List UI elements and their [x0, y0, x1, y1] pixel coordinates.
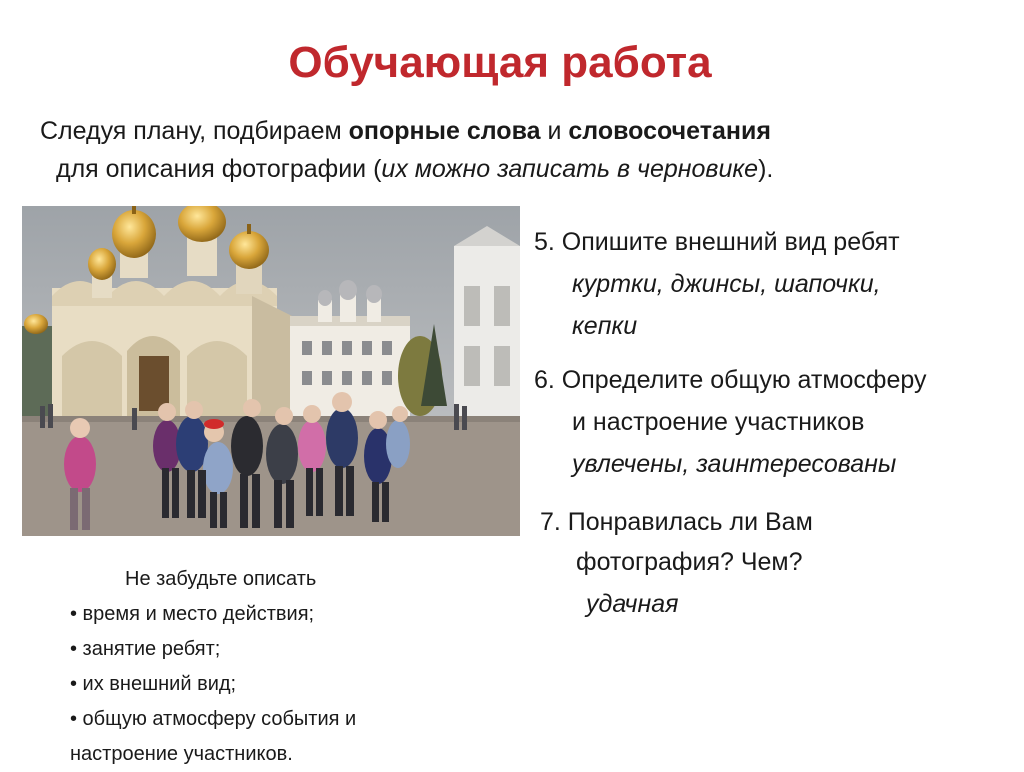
intro-bold-2: словосочетания — [568, 117, 771, 145]
item-6-answer: увлечены, заинтересованы — [572, 450, 897, 478]
kremlin-photo — [22, 206, 520, 536]
item-6-question-line-2: и настроение участников — [572, 408, 865, 436]
reminder-bullet-1: • время и место действия; — [70, 603, 315, 625]
intro-italic: их можно записать в черновике — [381, 155, 759, 183]
reminder-bullet-4: • общую атмосферу события и — [70, 708, 357, 730]
reminder-bullet-4-cont: настроение участников. — [70, 743, 293, 765]
item-7-answer: удачная — [586, 590, 679, 618]
reminder-heading: Не забудьте описать — [125, 568, 317, 590]
item-5-answer-line-2: кепки — [572, 312, 638, 340]
intro-line-2 — [40, 150, 990, 188]
intro-text-4: ). — [758, 155, 774, 183]
item-5-answer-line-1: куртки, джинсы, шапочки, — [572, 270, 881, 298]
intro-bold-1: опорные слова — [348, 117, 541, 145]
intro-text-1: Следуя плану, подбираем — [40, 117, 349, 145]
item-7-question-line-2: фотография? Чем? — [576, 548, 803, 576]
item-6-question-line-1: 6. Определите общую атмосферу — [534, 366, 927, 394]
intro-text — [40, 112, 990, 188]
intro-text-2: и — [540, 117, 569, 145]
slide-title: Обучающая работа — [288, 38, 712, 87]
item-5-question: 5. Опишите внешний вид ребят — [534, 228, 900, 256]
item-7-question-line-1: 7. Понравилась ли Вам — [540, 508, 813, 536]
intro-text-3: для описания фотографии ( — [56, 155, 382, 183]
reminder-bullet-2: • занятие ребят; — [70, 638, 221, 660]
reminder-bullet-3: • их внешний вид; — [70, 673, 237, 695]
reminder-box — [70, 562, 490, 772]
